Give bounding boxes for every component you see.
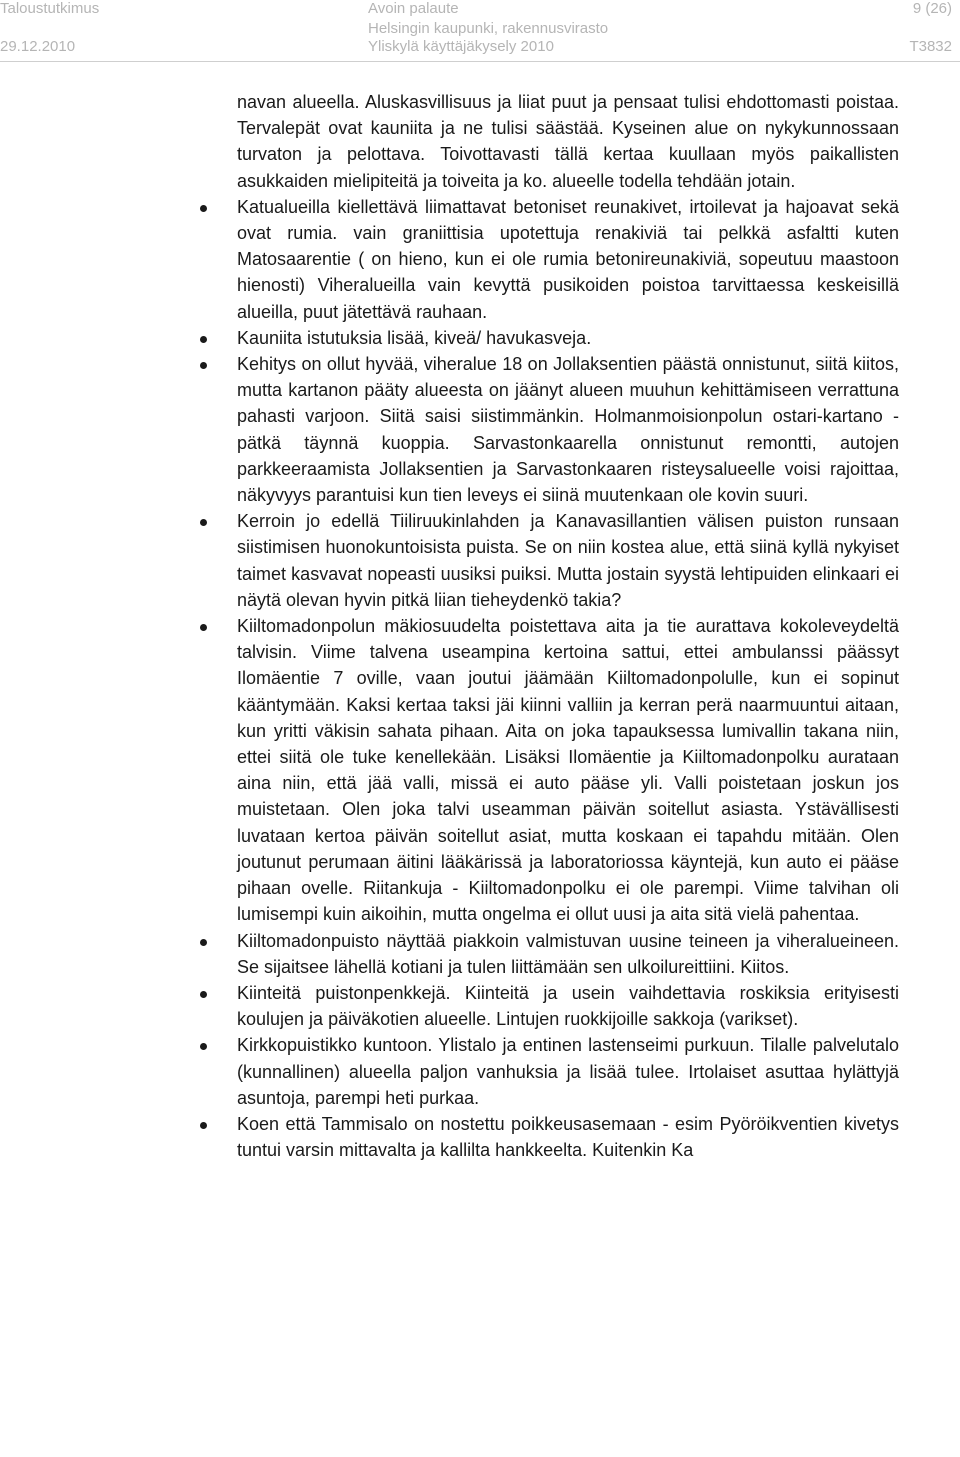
- bullet-icon: [200, 1122, 207, 1129]
- feedback-text: Kerroin jo edellä Tiiliruukinlahden ja Kanavasillantien välisen puiston runsaan siistimisen huonokuntoisista puista. Se on niin kostea alue, että siinä kyllä nykyiset taimet kasvavat nopeasti uusiksi puiksi. Mutta jostain syystä lehtipuiden elinkaari ei näytä olevan hyvin pitkä liian tieheydenkö takia?: [237, 511, 899, 610]
- feedback-text: Koen että Tammisalo on nostettu poikkeusasemaan - esim Pyöröikventien kivetys tuntui varsin mittavalta ja kallilta hankkeelta. Kuitenkin Ka: [237, 1113, 899, 1161]
- bullet-icon: [200, 991, 207, 998]
- header-company: Taloustutkimus: [0, 0, 100, 17]
- feedback-item: [237, 1032, 899, 1111]
- feedback-text: Kiiltomadonpolun mäkiosuudelta poistettava aita ja tie aurattava kokoleveydeltä talvisin. Viime talvena useampina kertoina sattui, ettei ambulanssi päässyt Ilomäentie 7 oville, vaan joutui jäämään Kiiltomadonpolulle, kun ei sopinut kääntymään. Kaksi kertaa taksi jäi kiinni valliin ja kerran perä naarmuuntui aitaan, kun yritti väkisin sahata pihaan. Aita on joka tapauksessa lumivallin takana niin, ettei siitä ole tuke kenellekään. Lisäksi Ilomäentie ja Kiiltomadonpolku aurataan aina niin, että jää valli, missä ei auto pääse yli. Valli poistetaan joskun jos muistetaan. Olen joka talvi useamman päivän soitellut asiasta. Ystävällisesti luvataan kertoa päivän soitellut asiat, mutta koskaan ei tapahdu mitään. Olen joutunut perumaan äitini lääkärissä ja laboratoriossa käyntejä, kun auto ei pääse pihaan ovelle. Riitankuja - Kiiltomadonpolku ei ole parempi. Viime talvihan oli lumisempi kuin aikoihin, mutta ongelma ei ollut uusi ja aita sitä vielä pahentaa.: [237, 616, 899, 925]
- bullet-icon: [200, 519, 207, 526]
- feedback-item: [237, 325, 899, 351]
- header-row-top: [0, 0, 960, 20]
- bullet-icon: [200, 362, 207, 369]
- feedback-item: [237, 613, 899, 927]
- bullet-icon: [200, 336, 207, 343]
- header-survey-title: Yliskylä käyttäjäkysely 2010: [368, 38, 554, 55]
- bullet-icon: [200, 939, 207, 946]
- header-row-bottom: [0, 38, 960, 58]
- feedback-item: [237, 928, 899, 980]
- header-row-middle: [0, 20, 960, 40]
- feedback-item: [237, 194, 899, 325]
- feedback-item: [237, 980, 899, 1032]
- bullet-icon: [200, 1043, 207, 1050]
- feedback-text: Katualueilla kiellettävä liimattavat betoniset reunakivet, irtoilevat ja hajoavat sekä ovat rumia. vain graniittisia upotettuja renakiviä tai pelkkä asfaltti kuten Matosaarentie ( on hieno, kun ei ole rumia betonireunakiviä, sopeutuu maastoon hienosti) Viheralueilla vain kevyttä pusikoiden poistoa tarvittaessa keskeisillä alueilla, puut jätettävä rauhaan.: [237, 196, 899, 322]
- feedback-list: [237, 194, 899, 1164]
- feedback-item: [237, 508, 899, 613]
- feedback-item: [237, 1111, 899, 1163]
- feedback-text: Kirkkopuistikko kuntoon. Ylistalo ja entinen lastenseimi purkuun. Tilalle palvelutalo (kunnallinen) alueella paljon vanhuksia ja lisää tulee. Irtolaiset asuttaa hylättyjä asuntoja, parempi heti purkaa.: [237, 1035, 899, 1108]
- header-divider: [0, 61, 960, 62]
- header-date: 29.12.2010: [0, 38, 76, 55]
- intro-paragraph: navan alueella. Aluskasvillisuus ja liiat puut ja pensaat tulisi ehdottomasti poistaa. Tervalepät ovat kauniita ja ne tulisi säästää. Kyseinen alue on nykykunnossaan turvaton ja pelottava. Toivottavasti tällä kertaa kuullaan myös paikallisten asukkaiden mielipiteitä ja toiveita ja ko. alueelle todella tehdään jotain.: [237, 92, 899, 191]
- feedback-text: Kauniita istutuksia lisää, kiveä/ havukasveja.: [237, 327, 592, 348]
- page-header: [0, 0, 960, 62]
- bullet-icon: [200, 205, 207, 212]
- feedback-text: Kiinteitä puistonpenkkejä. Kiinteitä ja usein vaihdettavia roskiksia erityisesti koulujen ja päiväkotien alueelle. Lintujen ruokkijoille sakkoja (varikset).: [237, 982, 899, 1030]
- feedback-text: Kehitys on ollut hyvää, viheralue 18 on Jollaksentien päästä onnistunut, siitä kiitos, mutta kartanon pääty alueesta on jäänyt alueen muuhun kehittämiseen verrattuna pahasti varjoon. Siitä saisi siistimmänkin. Holmanmoisionpolun ostari-kartano -pätkä täynnä kuoppia. Sarvastonkaarella onnistunut remontti, autojen parkkeeraamista Jollaksentien ja Sarvastonkaaren risteysalueelle voisi rajoittaa, näkyvyys parantuisi kun tien leveys ei siinä muutenkaan ole kovin suuri.: [237, 354, 899, 506]
- feedback-text: Kiiltomadonpuisto näyttää piakkoin valmistuvan uusine teineen ja viheralueineen. Se sijaitsee lähellä kotiani ja tulen liittämään sen ulkoilureittiini. Kiitos.: [237, 930, 899, 977]
- header-page-number: 9 (26): [912, 0, 952, 17]
- document-body: [237, 89, 899, 1163]
- header-document-type: Avoin palaute: [368, 0, 459, 17]
- header-client: Helsingin kaupunki, rakennusvirasto: [368, 20, 609, 37]
- header-project-code: T3832: [909, 38, 952, 55]
- feedback-item: [237, 351, 899, 508]
- bullet-icon: [200, 624, 207, 631]
